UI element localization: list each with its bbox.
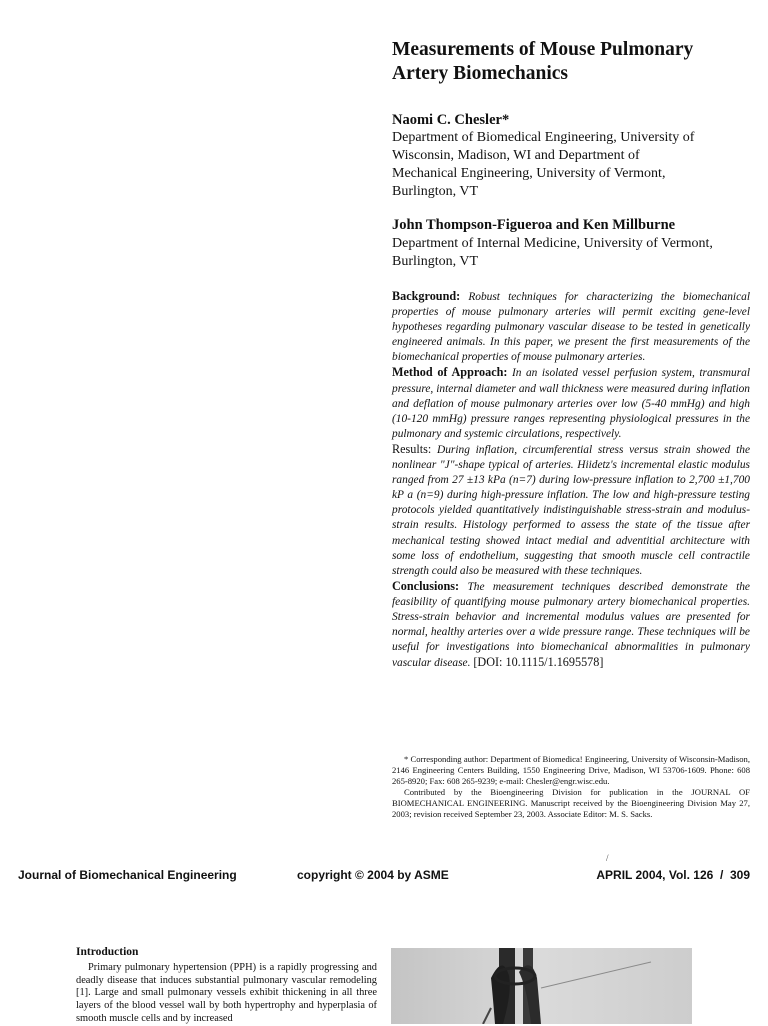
title-line-2: Artery Biomechanics xyxy=(392,63,568,84)
results-heading: Results: xyxy=(392,441,432,456)
copyright-notice: copyright © 2004 by ASME xyxy=(297,868,449,882)
doi-link[interactable]: [DOI: 10.1115/1.1695578] xyxy=(473,655,604,670)
footnotes xyxy=(392,754,750,821)
method-text: In an isolated vessel perfusion system, transmural pressure, internal diameter and wall thickness were measured during inflation and deflation of mouse pulmonary arteries over low (5-40 mmHg) and high (10-120 mmHg) pressure ranges representing physiological pressures in the pulmonary and systemic circulations, respectively. xyxy=(392,367,750,440)
introduction-text: Primary pulmonary hypertension (PPH) is a rapidly progressing and deadly disease that induces substantial pulmonary vascular remodeling [1]. Large and small pulmonary vessels exhibit thickening in all three layers of the blood vessel wall by both hypertrophy and hyperplasia of smooth muscle cells and by increased xyxy=(76,962,377,1024)
background-text: Robust techniques for characterizing the biomechanical properties of mouse pulmonary arteries will permit exciting gene-level hypotheses regarding pulmonary vascular disease to be tested in genetically engineered animals. In this paper, we present the first measurements of the biomechanical properties of mouse pulmonary arteries. xyxy=(392,291,750,364)
affiliation-line: Department of Biomedical Engineering, University of xyxy=(392,130,695,145)
contribution-note: Contributed by the Bioengineering Division for publication in the JOURNAL OF BIOMECHANICAL ENGINEERING. Manuscript received by the Bioengineering Division May 27, 2003; revision received September 23, 2003. Associate Editor: M. S. Sacks. xyxy=(392,787,750,820)
author-name-2: John Thompson-Figueroa and Ken Millburne xyxy=(392,217,676,233)
affiliation-line: Burlington, VT xyxy=(392,254,479,269)
article-title xyxy=(392,38,752,86)
affiliation-line: Department of Internal Medicine, University of Vermont, xyxy=(392,236,713,251)
issue-info: APRIL 2004, Vol. 126 / 309 xyxy=(596,868,750,882)
affiliation-line: Mechanical Engineering, University of Vermont, xyxy=(392,166,666,181)
affiliation-line: Burlington, VT xyxy=(392,184,479,199)
author-affiliation-2 xyxy=(392,235,752,271)
abstract-results xyxy=(392,442,750,579)
vessel-photo-graphic xyxy=(391,948,692,1024)
journal-name: Journal of Biomechanical Engineering xyxy=(18,868,237,882)
page-footer xyxy=(0,868,768,886)
vessel-photo xyxy=(391,948,692,1024)
affiliation-line: Wisconsin, Madison, WI and Department of xyxy=(392,148,640,163)
conclusions-text: The measurement techniques described demonstrate the feasibility of quantifying mouse pulmonary artery biomechanical properties. Stress-strain behavior and incremental modulus values are presented for normal, healthy arteries over a wide pressure range. These techniques will be useful for investigations into biomechanical abnormalities in pulmonary vascular disease. xyxy=(392,580,750,670)
abstract-background xyxy=(392,289,750,365)
background-heading: Background: xyxy=(392,289,461,303)
title-line-1: Measurements of Mouse Pulmonary xyxy=(392,39,694,60)
abstract xyxy=(392,289,750,671)
introduction-heading: Introduction xyxy=(76,946,139,958)
conclusions-heading: Conclusions: xyxy=(392,578,460,593)
abstract-method xyxy=(392,365,750,441)
stray-mark: / xyxy=(606,853,609,863)
author-name-1: Naomi C. Chesler* xyxy=(392,112,510,128)
abstract-conclusions xyxy=(392,579,750,672)
author-affiliation-1 xyxy=(392,129,752,201)
results-text: During inflation, circumferential stress versus strain showed the nonlinear "J"-shape typical of arteries. Hiidetz's incremental elastic modulus ranged from 27 ±13 kPa (n=7) during low-pressure inflation to 2,700 ±1,700 kP a (n=9) during high-pressure inflation. The low and high-pressure testing protocols yielded quantitatively indistinguishable stress-strain and modulus-strain results. Histology performed to assess the state of the tissue after mechanical testing showed intact medial and adventitial architecture with some loss of endothelium, suggesting that smooth muscle cell contractile strength could also be measured with these techniques. xyxy=(392,443,750,577)
method-heading: Method of Approach: xyxy=(392,365,508,380)
corresponding-author-note: * Corresponding author: Department of Biomedica! Engineering, University of Wisconsin-Madison, 2146 Engineering Centers Building, 1550 Engineering Drive, Madison, WI 53706-1609. Phone: 608 265-8920; Fax: 608 265-9239; e-mail: Chesler@engr.wisc.edu. xyxy=(392,754,750,787)
